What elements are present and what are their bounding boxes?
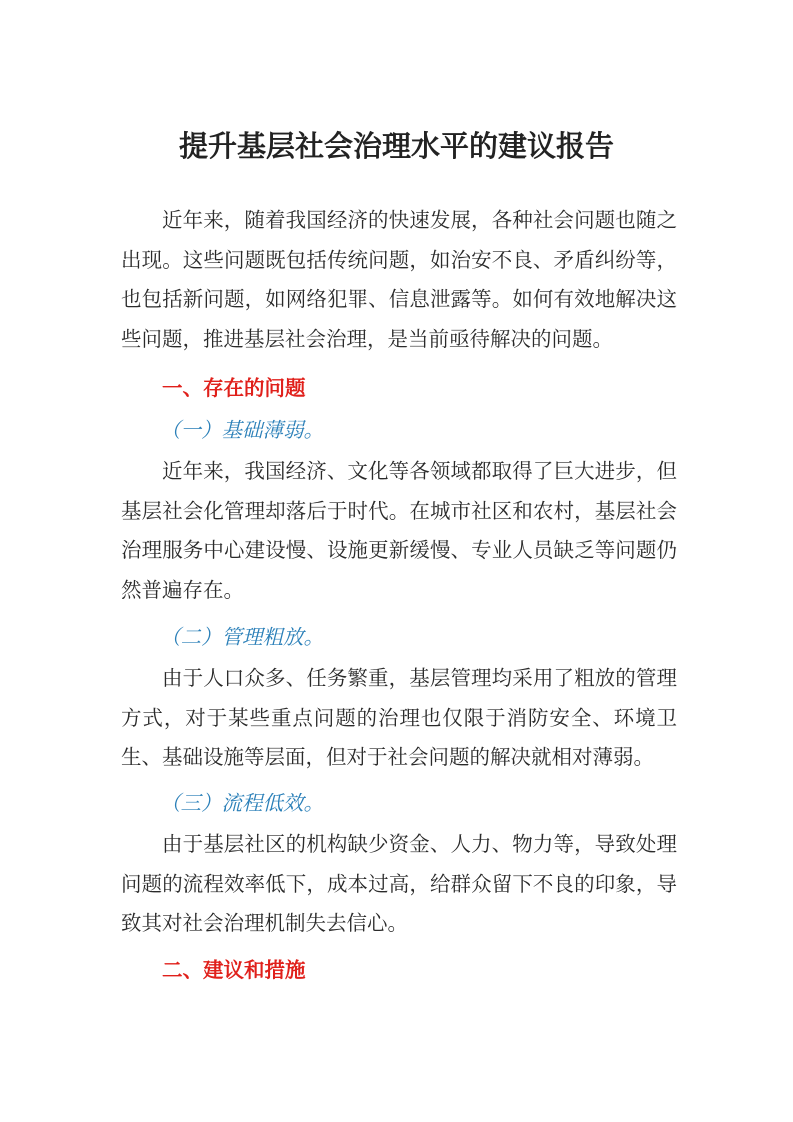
paragraph-inefficient-process: 由于基层社区的机构缺少资金、人力、物力等，导致处理问题的流程效率低下，成本过高，给群众留下不良的印象，导致其对社会治理机制失去信心。 xyxy=(121,832,677,935)
subheading-weak-foundation: （一）基础薄弱。 xyxy=(160,418,324,442)
section-heading-suggestions: 二、建议和措施 xyxy=(162,958,306,982)
paragraph-weak-foundation: 近年来，我国经济、文化等各领域都取得了巨大进步，但基层社会化管理却落后于时代。在城市社区和农村，基层社会治理服务中心建设慢、设施更新缓慢、专业人员缺乏等问题仍然普遍存在。 xyxy=(121,459,677,602)
paragraph-extensive-management: 由于人口众多、任务繁重，基层管理均采用了粗放的管理方式，对于某些重点问题的治理也仅限于消防安全、环境卫生、基础设施等层面，但对于社会问题的解决就相对薄弱。 xyxy=(121,666,677,769)
document-title: 提升基层社会治理水平的建议报告 xyxy=(178,129,614,163)
intro-paragraph: 近年来，随着我国经济的快速发展，各种社会问题也随之出现。这些问题既包括传统问题，如治安不良、矛盾纠纷等，也包括新问题，如网络犯罪、信息泄露等。如何有效地解决这些问题，推进基层社会治理，是当前亟待解决的问题。 xyxy=(121,208,677,351)
subheading-inefficient-process: （三）流程低效。 xyxy=(160,791,324,815)
subheading-extensive-management: （二）管理粗放。 xyxy=(160,625,324,649)
section-heading-problems: 一、存在的问题 xyxy=(162,376,306,400)
